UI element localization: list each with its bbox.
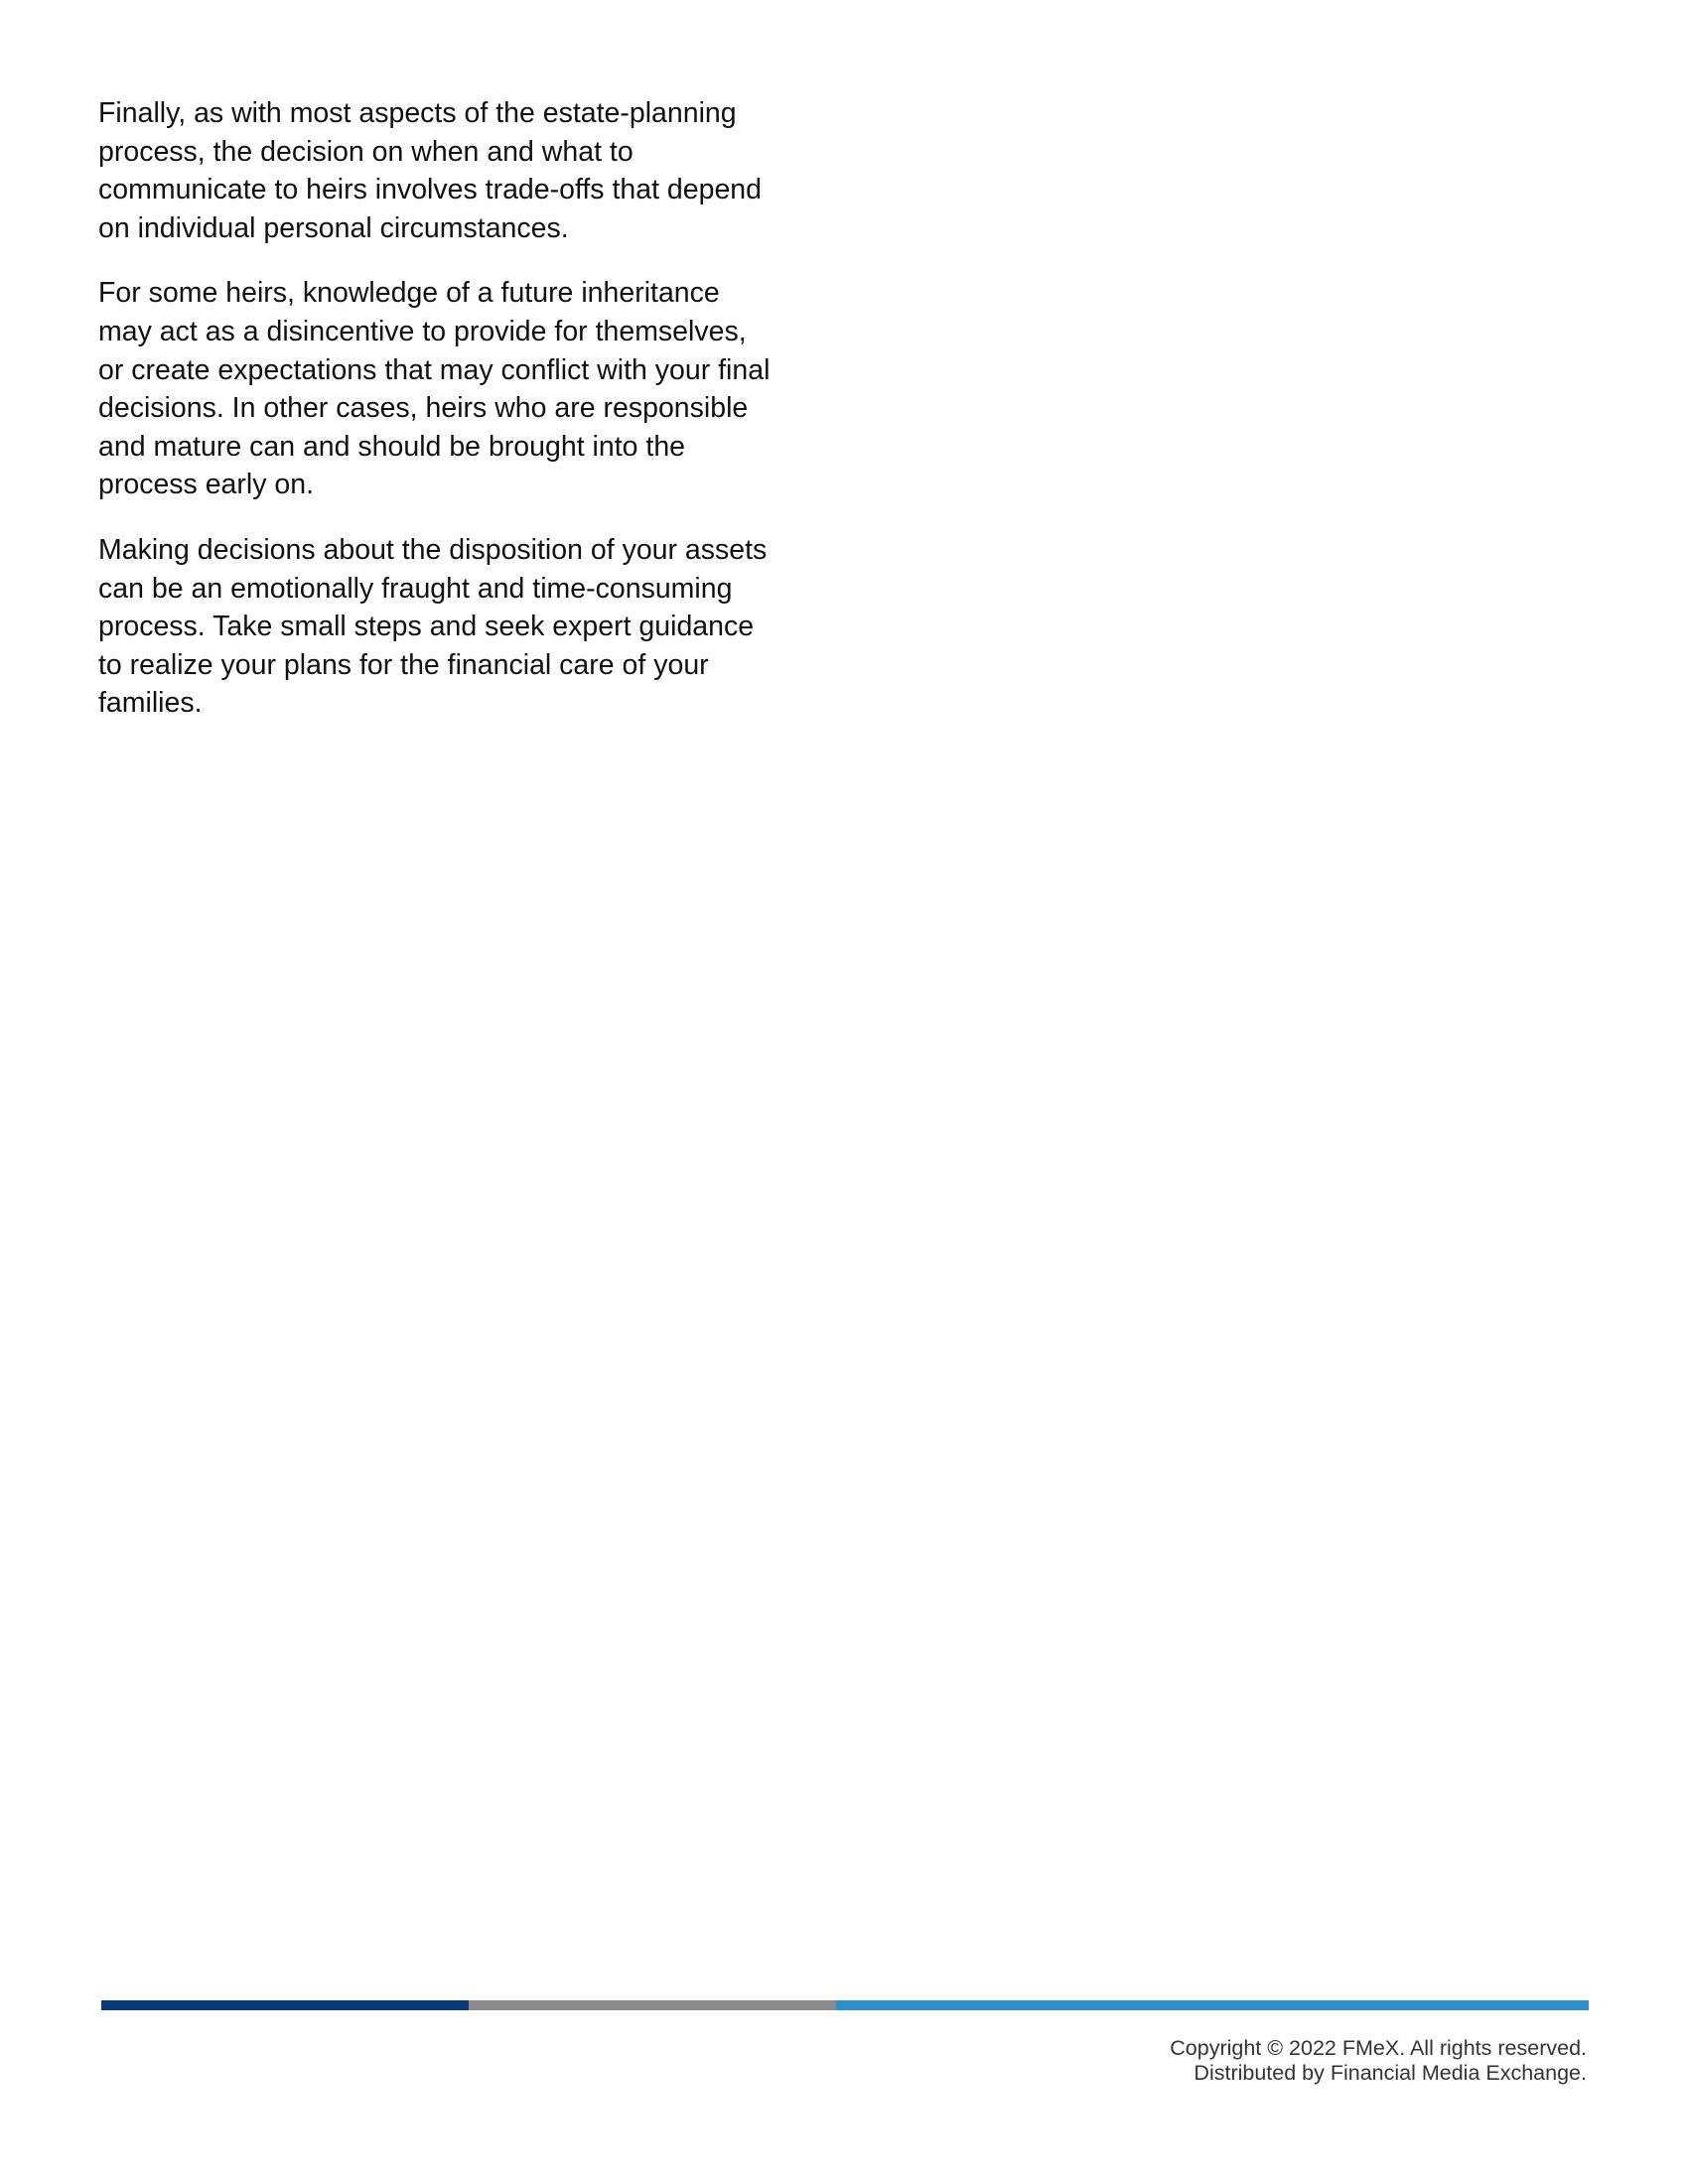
rule-segment-gray — [469, 2000, 836, 2010]
footer-color-rule — [101, 2000, 1589, 2010]
paragraph-communication-tradeoffs: Finally, as with most aspects of the estate-planning process, the decision on when and what to communicate to heirs involves trade-offs that depend on individual personal circumstances. — [98, 97, 763, 244]
page-footer — [1170, 2036, 1587, 2086]
copyright-notice: Copyright © 2022 FMeX. All rights reserved. — [1170, 2036, 1587, 2060]
rule-segment-dark-blue — [101, 2000, 469, 2010]
distributor-notice: Distributed by Financial Media Exchange. — [1194, 2061, 1587, 2085]
paragraph-heirs-knowledge: For some heirs, knowledge of a future inheritance may act as a disincentive to provide for themselves, or create expectations that may conflict with your final decisions. In other cases, heirs who are responsible and mature can and should be brought into the process early on. — [98, 277, 771, 501]
paragraph-disposition-decisions: Making decisions about the disposition of your assets can be an emotionally fraught and time-consuming process. Take small steps and seek expert guidance to realize your plans for the financial care of your families. — [98, 533, 768, 720]
rule-segment-light-blue — [836, 2000, 1589, 2010]
article-body — [98, 94, 798, 750]
